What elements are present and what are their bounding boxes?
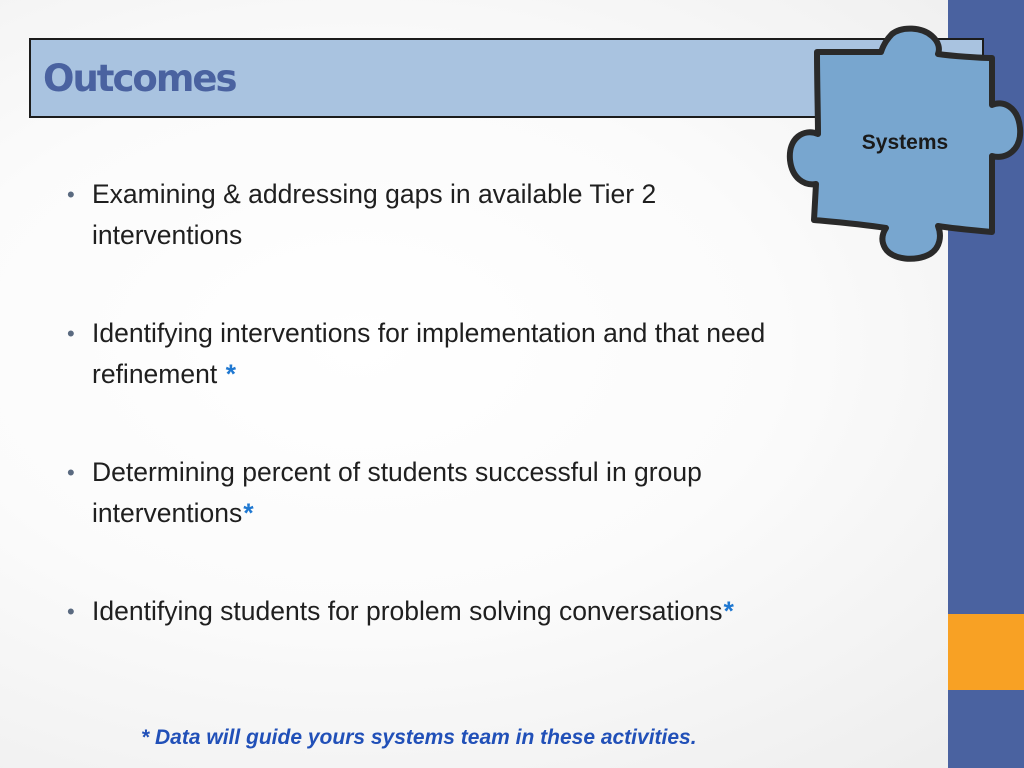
slide-title: Outcomes	[43, 57, 236, 100]
bullet-list	[64, 174, 804, 632]
asterisk-marker: *	[722, 596, 733, 626]
bullet-item	[64, 313, 804, 395]
bullet-text: Determining percent of students successful in group interventions	[92, 457, 702, 528]
asterisk-marker: *	[242, 498, 253, 528]
bullet-text: Identifying students for problem solving conversations	[92, 596, 723, 626]
bullet-text: Identifying interventions for implementation and that need refinement	[92, 318, 766, 389]
bullet-item	[64, 452, 804, 534]
puzzle-label: Systems	[861, 131, 949, 154]
bullet-text: Examining & addressing gaps in available Tier 2 interventions	[92, 179, 657, 250]
bullet-item	[64, 591, 804, 632]
asterisk-marker: *	[224, 359, 235, 389]
footnote: * Data will guide yours systems team in these activities.	[141, 726, 697, 749]
side-accent-block	[948, 614, 1024, 690]
bullet-item	[64, 174, 804, 256]
puzzle-piece-icon	[780, 20, 1024, 270]
